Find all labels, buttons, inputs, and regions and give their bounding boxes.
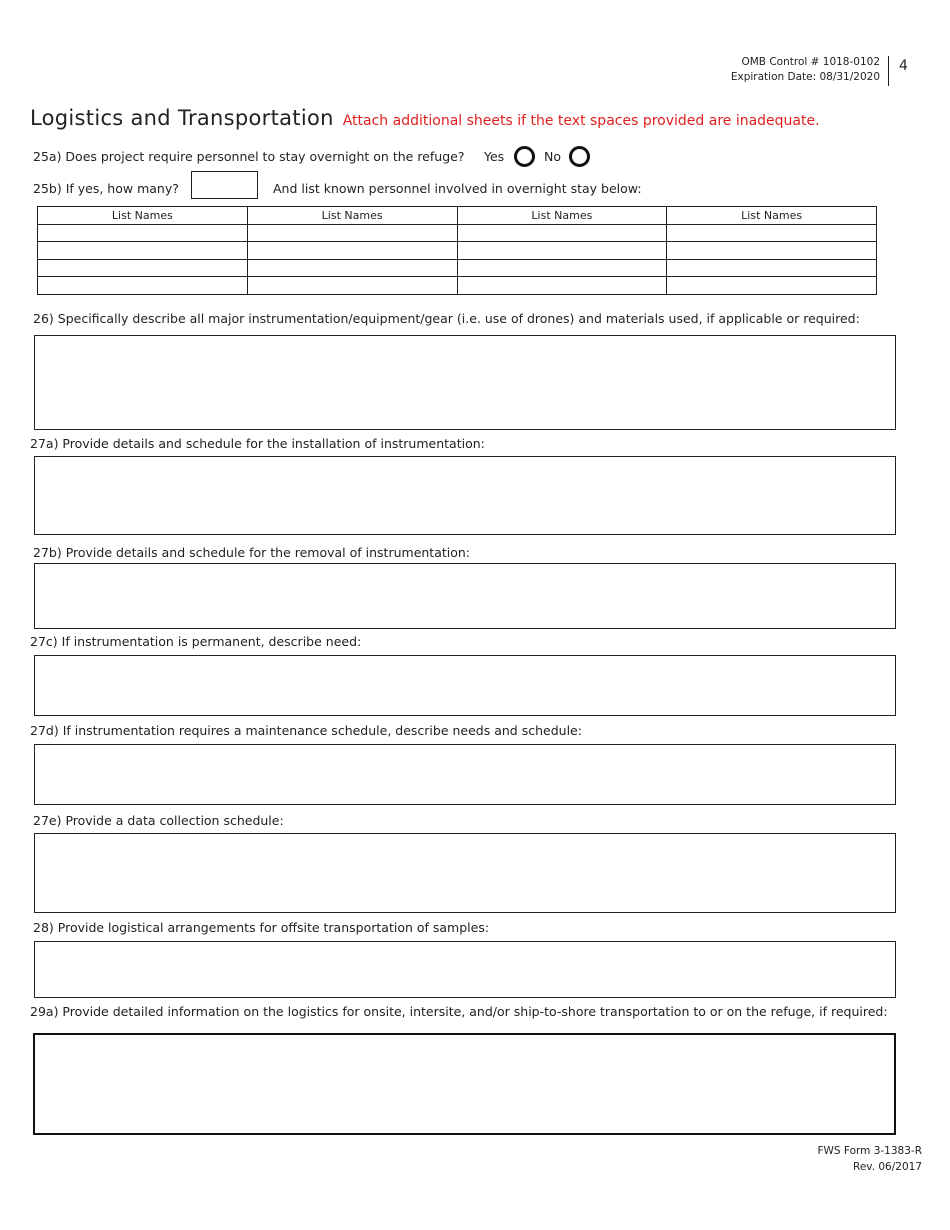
column-header: List Names [667, 207, 877, 225]
attach-note: Attach additional sheets if the text spaces provided are inadequate. [342, 113, 820, 129]
q27a-label: 27a) Provide details and schedule for the installation of instrumentation: [30, 436, 485, 451]
name-cell[interactable] [457, 277, 667, 295]
q25b-list-label: And list known personnel involved in overnight stay below: [273, 181, 642, 196]
q28-label: 28) Provide logistical arrangements for offsite transportation of samples: [33, 920, 490, 935]
omb-control: OMB Control # 1018-0102 [741, 56, 880, 68]
column-header: List Names [457, 207, 667, 225]
q25b-label: 25b) If yes, how many? [33, 181, 179, 196]
q29a-textarea[interactable] [33, 1033, 896, 1135]
form-footer [818, 1143, 923, 1175]
name-cell[interactable] [247, 277, 457, 295]
overnight-count-input[interactable] [191, 171, 258, 199]
name-cell[interactable] [667, 242, 877, 260]
q27b-textarea[interactable] [34, 563, 896, 629]
q27c-label: 27c) If instrumentation is permanent, describe need: [30, 634, 362, 649]
table-header-row [38, 207, 877, 225]
column-header: List Names [38, 207, 248, 225]
q27a-textarea[interactable] [34, 456, 896, 535]
name-cell[interactable] [38, 242, 248, 260]
column-header: List Names [247, 207, 457, 225]
name-cell[interactable] [247, 224, 457, 242]
q28-textarea[interactable] [34, 941, 896, 998]
name-cell[interactable] [667, 259, 877, 277]
q25a-label: 25a) Does project require personnel to stay overnight on the refuge? [33, 149, 465, 164]
q29a-label: 29a) Provide detailed information on the logistics for onsite, intersite, and/or ship-to-shore transportation to or on the refuge, if required: [30, 1004, 888, 1019]
q25a-yes-label: Yes [484, 149, 505, 164]
name-cell[interactable] [38, 224, 248, 242]
name-cell[interactable] [667, 277, 877, 295]
name-cell[interactable] [457, 242, 667, 260]
name-cell[interactable] [247, 242, 457, 260]
q26-textarea[interactable] [34, 335, 896, 430]
omb-info [731, 55, 880, 85]
name-cell[interactable] [247, 259, 457, 277]
section-title [30, 106, 820, 130]
table-row [38, 277, 877, 295]
form-number: FWS Form 3-1383-R [817, 1145, 922, 1157]
personnel-names-table [37, 206, 877, 295]
q25a-yes-radio[interactable] [514, 146, 535, 167]
q27c-textarea[interactable] [34, 655, 896, 716]
table-row [38, 242, 877, 260]
q27e-label: 27e) Provide a data collection schedule: [33, 813, 284, 828]
form-revision: Rev. 06/2017 [853, 1161, 922, 1173]
q27d-textarea[interactable] [34, 744, 896, 805]
name-cell[interactable] [38, 259, 248, 277]
section-title-text: Logistics and Transportation [30, 106, 334, 130]
q25a-no-label: No [544, 149, 561, 164]
name-cell[interactable] [457, 259, 667, 277]
q26-label: 26) Specifically describe all major instrumentation/equipment/gear (i.e. use of drones) and materials used, if applicable or required: [33, 311, 860, 326]
header-divider [888, 56, 889, 86]
q27b-label: 27b) Provide details and schedule for the removal of instrumentation: [33, 545, 471, 560]
page-number: 4 [899, 58, 908, 74]
name-cell[interactable] [667, 224, 877, 242]
name-cell[interactable] [457, 224, 667, 242]
q25a-no-radio[interactable] [569, 146, 590, 167]
name-cell[interactable] [38, 277, 248, 295]
table-row [38, 224, 877, 242]
expiration-date: Expiration Date: 08/31/2020 [730, 71, 880, 83]
q27e-textarea[interactable] [34, 833, 896, 913]
q27d-label: 27d) If instrumentation requires a maintenance schedule, describe needs and schedule: [30, 723, 582, 738]
table-row [38, 259, 877, 277]
